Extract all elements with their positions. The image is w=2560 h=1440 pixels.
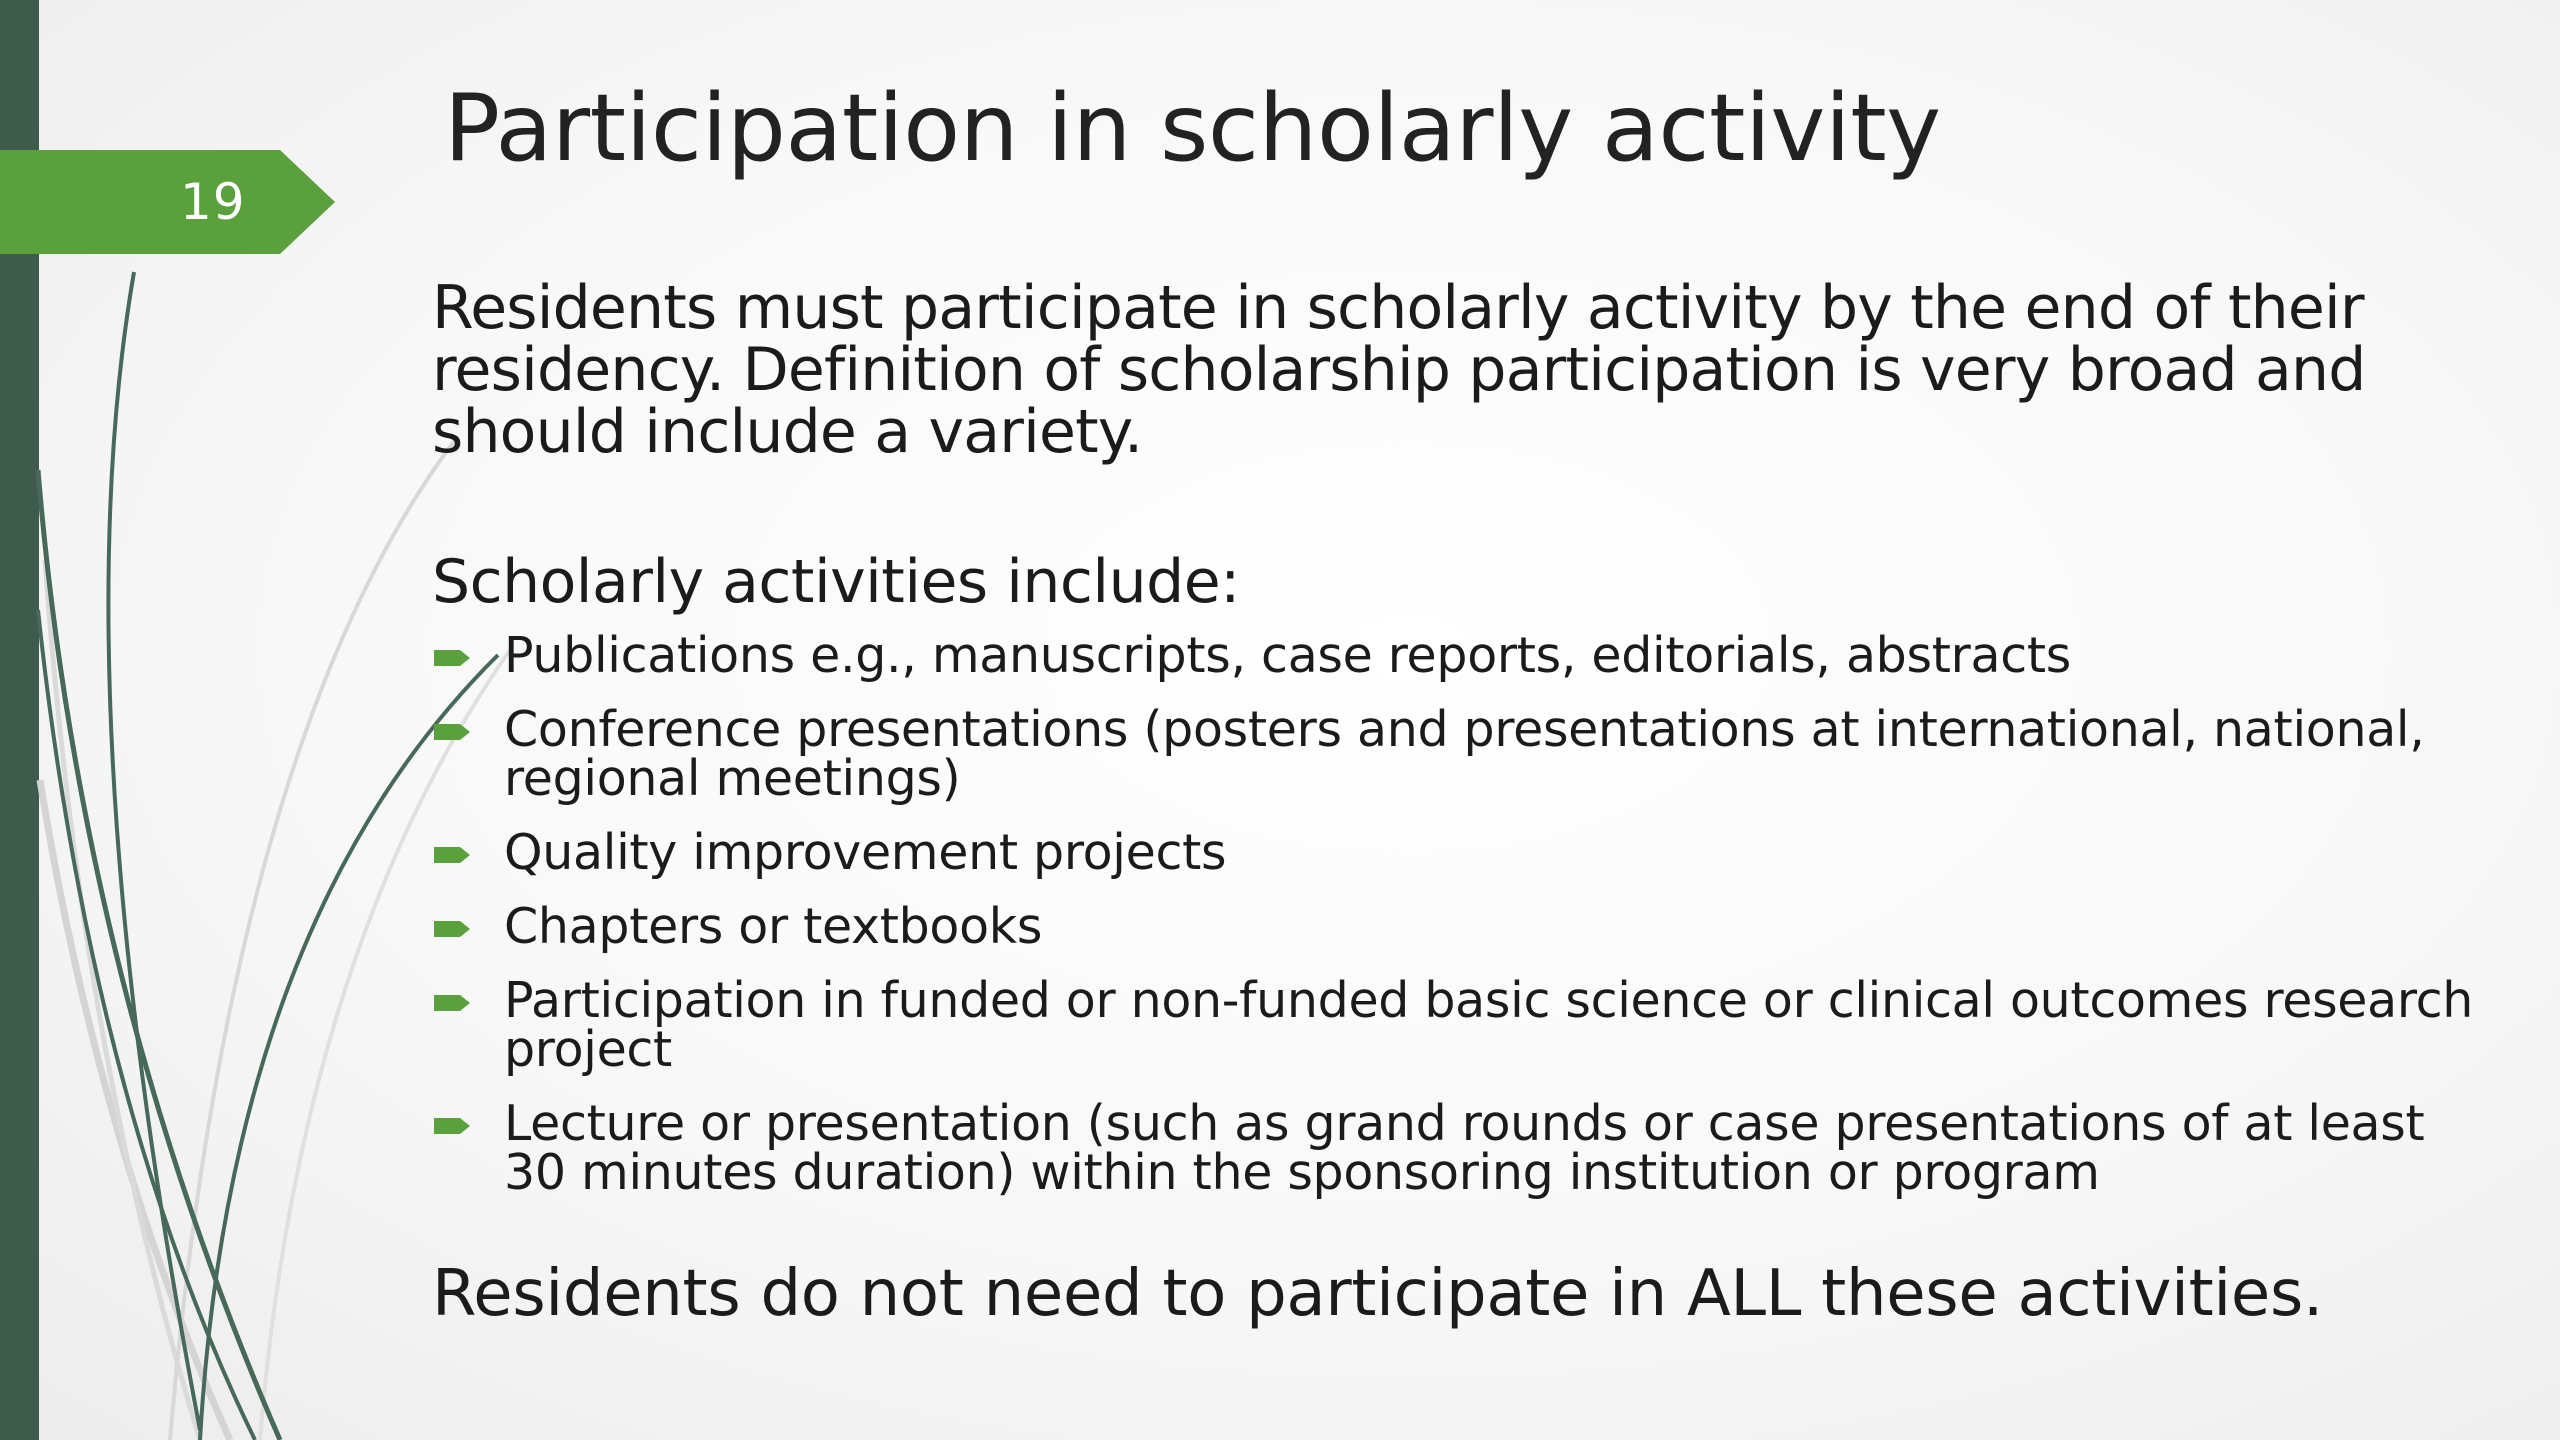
intro-paragraph: Residents must participate in scholarly activity by the end of their residency. Definition of scholarship participation is very broad and should include a variety. [432,273,2366,467]
slide-number: 19 [180,173,246,231]
list-item [432,898,2482,955]
list-item-text: Quality improvement projects [504,824,1227,881]
closing-statement: Residents do not need to participate in ALL these activities. [432,1257,2324,1331]
slide-number-tag [0,150,335,254]
arrow-bullet-icon [434,721,472,743]
list-item-text: Chapters or textbooks [504,898,1043,955]
list-item [432,1095,2482,1201]
arrow-bullet-icon [434,1115,472,1137]
list-item [432,972,2482,1078]
list-item-text: Participation in funded or non-funded basic science or clinical outcomes research project [504,972,2474,1078]
list-item [432,701,2482,807]
list-item-text: Publications e.g., manuscripts, case reports, editorials, abstracts [504,627,2071,684]
list-item-text: Conference presentations (posters and presentations at international, national, regional meetings) [504,701,2425,807]
arrow-bullet-icon [434,992,472,1014]
arrow-bullet-icon [434,844,472,866]
list-item-text: Lecture or presentation (such as grand rounds or case presentations of at least 30 minutes duration) within the sponsoring institution or program [504,1095,2425,1201]
slide-body [432,273,2482,1333]
list-heading: Scholarly activities include: [432,547,1240,617]
slide-title: Participation in scholarly activity [444,74,1941,182]
scholarly-activities-list [432,627,2482,1201]
arrow-bullet-icon [434,647,472,669]
arrow-bullet-icon [434,918,472,940]
list-item [432,824,2482,881]
list-item [432,627,2482,684]
